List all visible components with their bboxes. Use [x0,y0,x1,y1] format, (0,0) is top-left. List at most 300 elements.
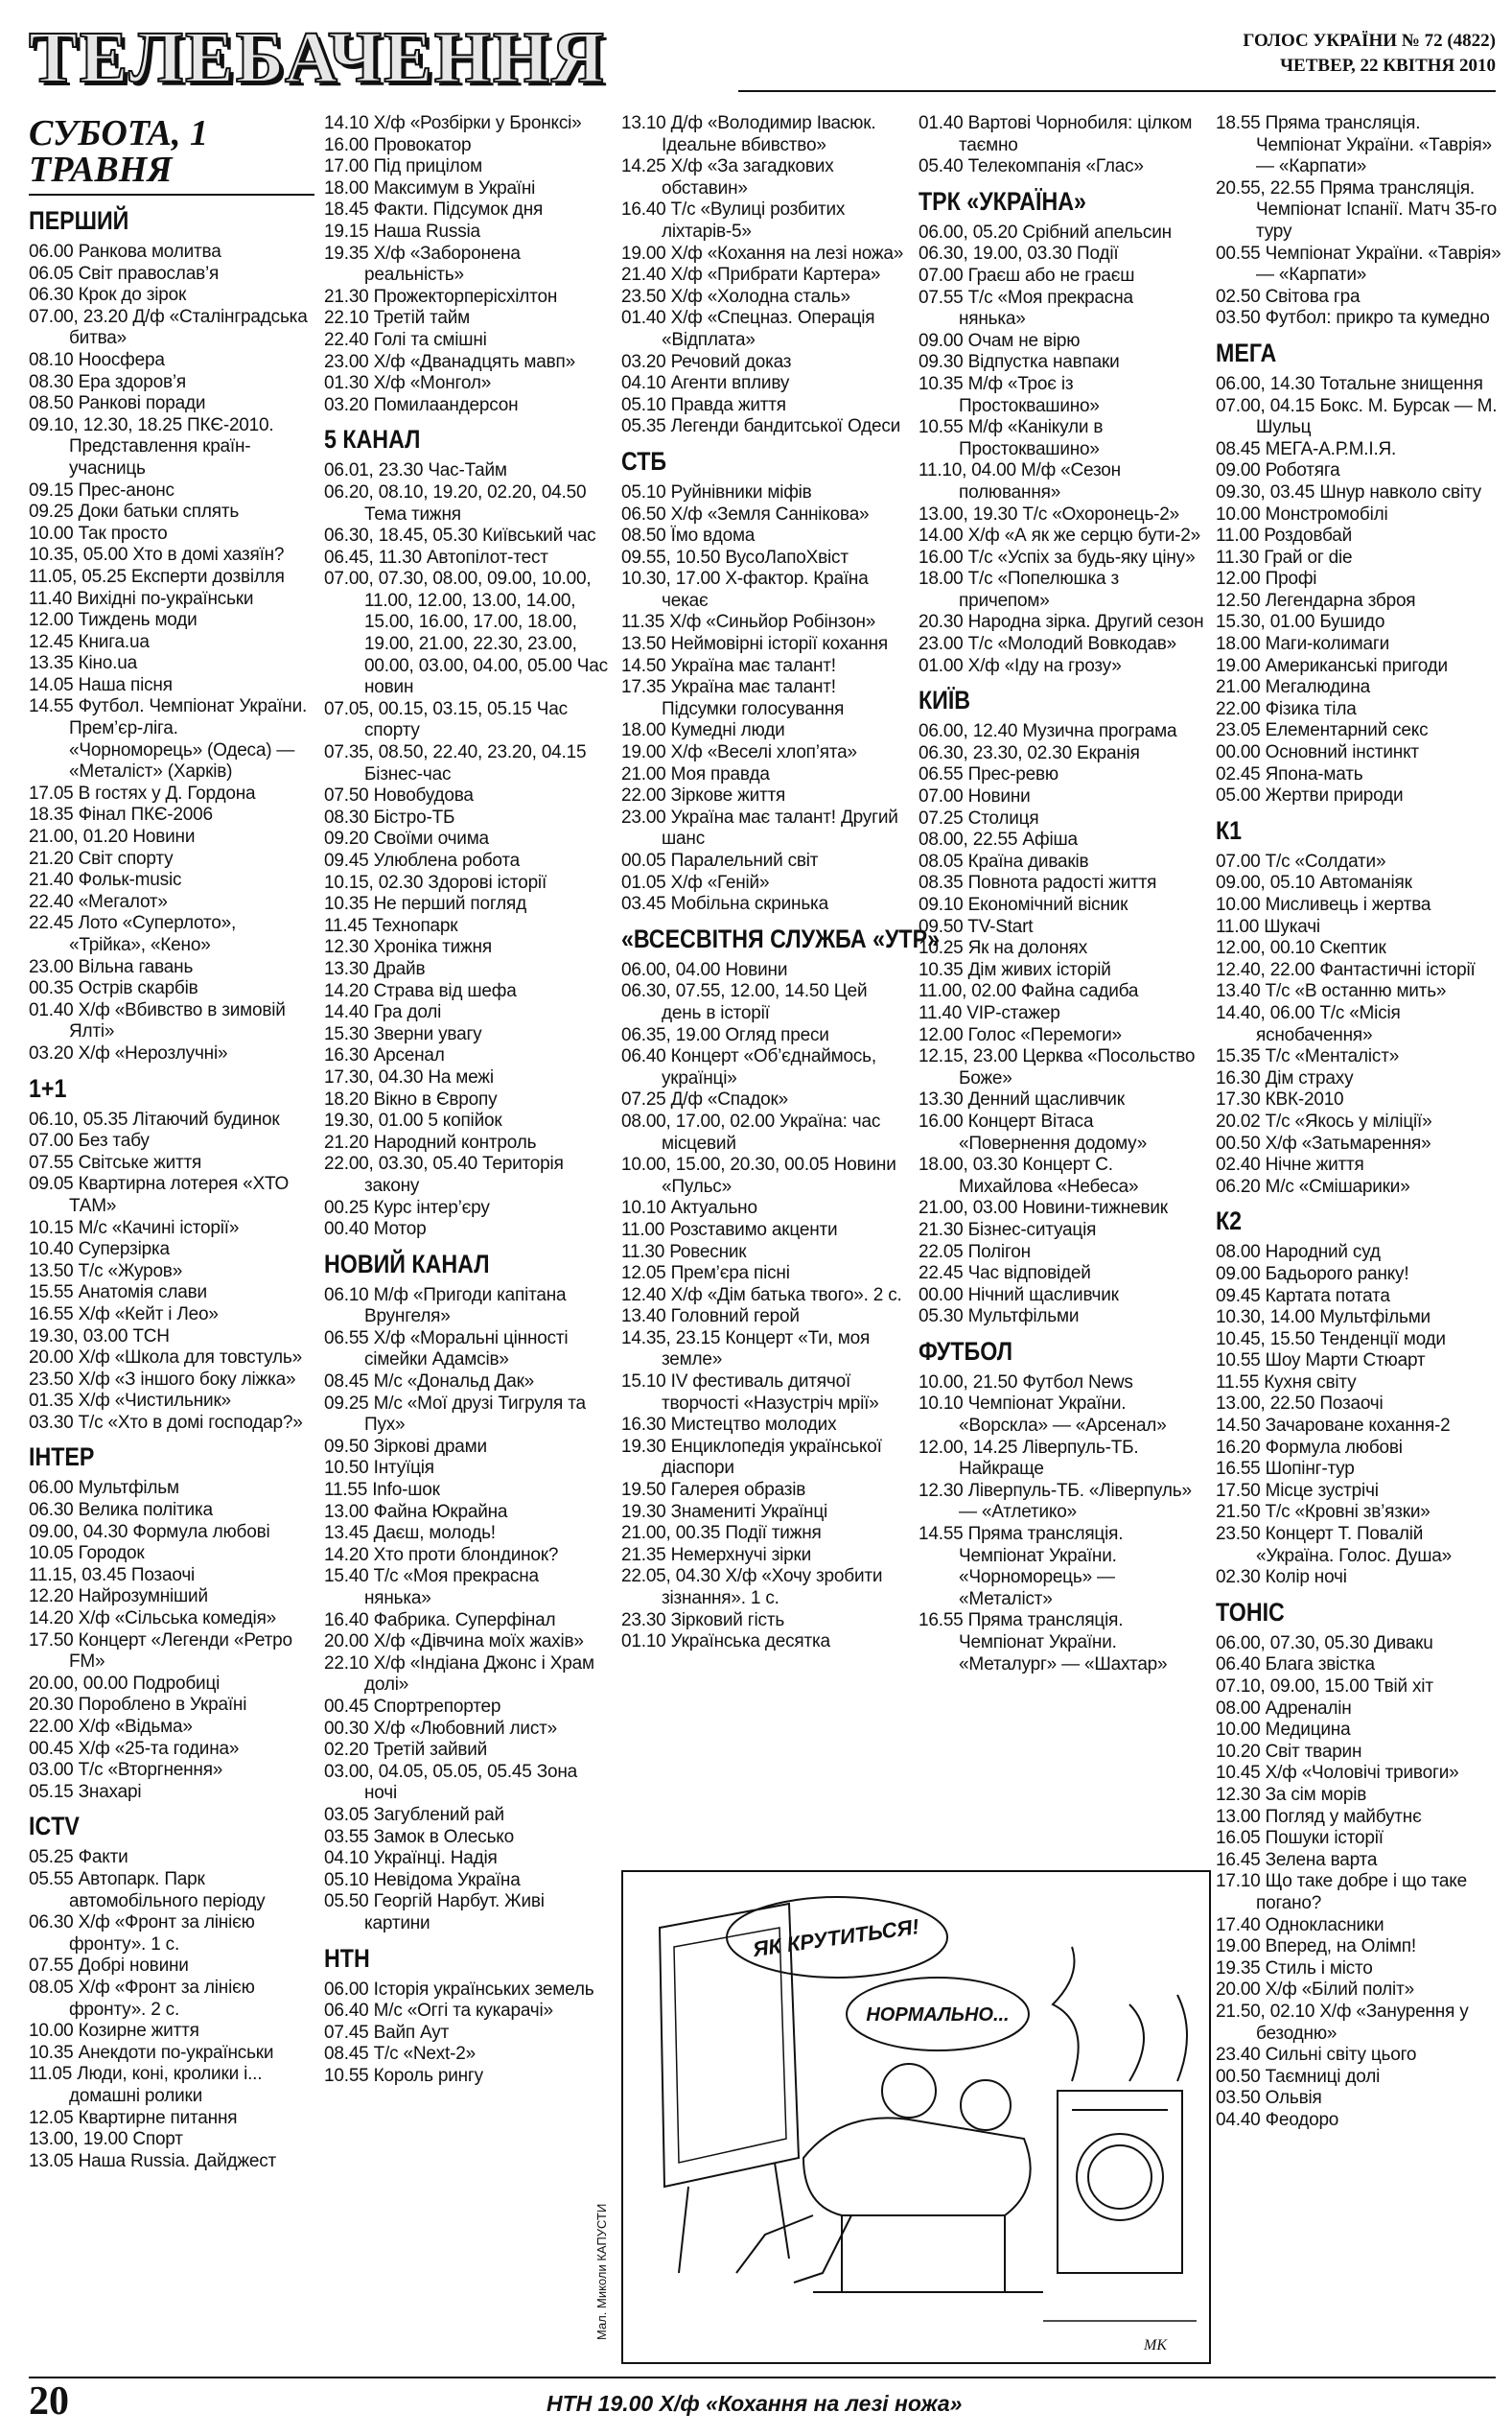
program-entry: 15.10 IV фестиваль дитячої творчості «Назустріч мрії» [621,1371,879,1414]
program-entry: 10.25 Як на долонях [919,938,1088,959]
program-entry: 07.35, 08.50, 22.40, 23.20, 04.15 Бізнес-час [324,742,587,785]
program-entry: 09.10, 12.30, 18.25 ПКЄ-2010. Представлення країн-учасниць [29,414,274,479]
program-entry: 06.00, 07.30, 05.30 Дивакu [1216,1632,1433,1653]
program-entry: 05.15 Знахарі [29,1781,142,1802]
program-entry: 19.35 Стиль і місто [1216,1957,1373,1979]
program-entry: 15.35 Т/с «Менталіст» [1216,1046,1400,1067]
program-entry: 21.50, 02.10 Х/ф «Занурення у безодню» [1216,2001,1469,2044]
program-entry: 10.15 М/с «Качині історії» [29,1217,240,1238]
channel-heading: ТРК «УКРАЇНА» [919,186,1086,216]
program-entry: 10.35 М/ф «Троє із Простоквашино» [919,373,1100,416]
program-entry: 10.40 Суперзірка [29,1239,170,1260]
program-entry: 09.00 Очам не вірю [919,330,1081,351]
promo-line: НТН 19.00 Х/ф «Кохання на лезі ножа» [547,2391,963,2416]
program-entry: 00.50 Таємниці долі [1216,2066,1381,2087]
program-entry: 06.30 Велика політика [29,1500,213,1521]
program-entry: 17.30, 04.30 На межі [324,1066,494,1088]
program-entry: 18.55 Пряма трансляція. Чемпіонат України. «Таврія» — «Карпати» [1216,113,1492,177]
program-entry: 03.45 Мобільна скринька [621,894,828,915]
program-entry: 06.30, 19.00, 03.30 Події [919,244,1119,265]
program-entry: 12.00, 14.25 Ліверпуль-ТБ. Найкраще [919,1437,1139,1480]
program-entry: 11.35 Х/ф «Синьйор Робінзон» [621,612,876,633]
program-entry: 22.00 Зіркове життя [621,785,786,807]
program-entry: 13.00 Файна Юкрайна [324,1501,508,1522]
program-entry: 07.10, 09.00, 15.00 Твій хіт [1216,1676,1433,1697]
program-entry: 23.00 Україна має талант! Другий шанс [621,807,898,850]
program-entry: 07.50 Новобудова [324,785,474,807]
program-entry: 09.00 Бадьорого ранку! [1216,1263,1409,1284]
program-entry: 02.30 Колір ночі [1216,1567,1347,1588]
program-entry: 09.55, 10.50 ВусоЛапоХвіст [621,547,849,568]
program-entry: 10.20 Світ тварин [1216,1741,1362,1762]
program-entry: 03.55 Замок в Олесько [324,1826,514,1847]
program-entry: 13.00, 19.30 Т/с «Охоронець-2» [919,504,1180,525]
program-entry: 07.45 Вайп Аут [324,2022,450,2043]
program-entry: 10.00, 15.00, 20.30, 00.05 Новини «Пульс» [621,1155,896,1197]
program-entry: 21.00 Моя правда [621,763,770,785]
program-entry: 00.00 Основний інстинкт [1216,742,1419,763]
program-entry: 11.30 Ровесник [621,1241,747,1262]
program-entry: 21.00 Мегалюдина [1216,677,1370,698]
program-entry: 06.00, 14.30 Тотальне знищення [1216,373,1483,394]
program-entry: 03.00, 04.05, 05.05, 05.45 Зона ночі [324,1761,578,1804]
program-entry: 20.00, 00.00 Подробиці [29,1673,221,1694]
program-entry: 23.50 Концерт Т. Повалій «Україна. Голос. Душа» [1216,1524,1452,1566]
program-entry: 21.00, 00.35 Події тижня [621,1523,822,1544]
program-entry: 08.35 Повнота радості життя [919,873,1157,894]
channel-heading: 1+1 [29,1073,67,1103]
program-entry: 21.40 Фольк-music [29,870,182,891]
program-entry: 18.00, 03.30 Концерт С. Михайлова «Небеса» [919,1155,1139,1197]
page-number: 20 [29,2379,69,2424]
program-entry: 13.50 Неймовірні історії кохання [621,634,888,655]
program-entry: 10.55 М/ф «Канікули в Простоквашино» [919,417,1104,459]
program-entry: 13.30 Драйв [324,958,426,979]
program-entry: 10.00 Медицина [1216,1720,1351,1741]
program-entry: 10.35 Анекдоти по-українськи [29,2042,274,2063]
program-entry: 10.35 Дім живих історій [919,959,1111,980]
program-entry: 00.40 Мотор [324,1219,427,1240]
program-entry: 12.30 Хроніка тижня [324,937,492,958]
program-entry: 00.00 Нічний щасливчик [919,1284,1119,1305]
program-entry: 00.45 Х/ф «25-та година» [29,1738,240,1759]
program-entry: 13.35 Кіно.ua [29,653,137,674]
program-entry: 22.40 «Мегалот» [29,891,168,912]
program-entry: 16.00 Концерт Вітаса «Повернення додому» [919,1111,1148,1154]
program-entry: 07.00 Новини [919,786,1031,808]
program-entry: 13.00, 19.00 Спорт [29,2129,183,2150]
program-entry: 18.00 Максимум в Україні [324,177,536,199]
program-entry: 01.10 Українська десятка [621,1631,830,1652]
program-entry: 09.45 Картата потата [1216,1285,1390,1306]
program-entry: 01.30 Х/ф «Монгол» [324,373,492,394]
program-entry: 06.30 Х/ф «Фронт за лінією фронту». 1 с. [29,1912,255,1955]
program-entry: 12.00 Голос «Перемоги» [919,1024,1122,1045]
program-entry: 23.50 Х/ф «З іншого боку ліжка» [29,1369,296,1390]
program-entry: 07.55 Добрі новини [29,1956,189,1977]
program-entry: 08.00 Народний суд [1216,1242,1381,1263]
program-entry: 14.55 Футбол. Чемпіонат України. Прем’єр-ліга. «Чорноморець» (Одеса) — «Металіст» (Харків) [29,696,308,783]
program-entry: 22.40 Голі та смішні [324,329,487,350]
program-entry: 11.45 Технопарк [324,915,458,936]
program-entry: 03.20 Х/ф «Нерозлучні» [29,1042,228,1064]
program-entry: 23.00 Х/ф «Дванадцять мавп» [324,351,575,372]
program-entry: 10.35 Не перший погляд [324,894,526,915]
program-entry: 19.30, 01.00 5 копійок [324,1111,502,1132]
program-entry: 14.10 Х/ф «Розбірки у Бронксі» [324,113,582,133]
program-entry: 21.30 Бізнес-ситуація [919,1219,1097,1240]
program-entry: 11.15, 03.45 Позаочі [29,1564,196,1585]
program-entry: 07.00 Т/с «Солдати» [1216,851,1386,872]
program-entry: 22.00 Фізика тіла [1216,698,1357,719]
program-entry: 03.50 Футбол: прикро та кумедно [1216,308,1490,329]
program-entry: 09.00, 04.30 Формула любові [29,1521,270,1542]
program-entry: 08.10 Ноосфера [29,349,165,370]
program-entry: 14.50 Зачароване кохання-2 [1216,1416,1451,1437]
channel-heading: ІНТЕР [29,1442,95,1472]
program-entry: 13.00, 22.50 Позаочі [1216,1394,1384,1415]
program-entry: 20.00 Х/ф «Дівчина моїх жахів» [324,1631,584,1652]
program-entry: 02.45 Япона-мать [1216,763,1363,785]
program-entry: 00.35 Острів скарбів [29,978,198,999]
program-entry: 23.40 Сильні світу цього [1216,2045,1417,2066]
program-entry: 17.30 КВК-2010 [1216,1089,1344,1111]
program-entry: 19.00 Х/ф «Кохання на лезі ножа» [621,243,904,264]
program-entry: 00.05 Паралельний світ [621,851,819,871]
program-entry: 22.00, 03.30, 05.40 Територія закону [324,1154,564,1196]
program-entry: 23.30 Зірковий гість [621,1609,785,1630]
program-entry: 16.55 Х/ф «Кейт і Лео» [29,1303,219,1324]
channel-heading: МЕГА [1216,338,1277,367]
program-entry: 12.00 Тиждень моди [29,610,198,631]
program-entry: 06.30 Крок до зірок [29,285,187,306]
program-entry: 08.45 Т/с «Next-2» [324,2044,476,2065]
program-entry: 00.45 Спортрепортер [324,1696,501,1717]
program-entry: 13.40 Т/с «В останню мить» [1216,981,1447,1002]
program-entry: 09.10 Економічний вісник [919,895,1128,915]
program-entry: 09.00, 05.10 Автоманіяк [1216,873,1412,894]
program-entry: 08.00, 22.55 Афіша [919,830,1078,851]
program-entry: 19.15 Наша Russia [324,221,480,242]
program-entry: 03.05 Загублений рай [324,1804,504,1825]
program-entry: 16.45 Зелена варта [1216,1849,1378,1870]
program-entry: 02.20 Третій зайвий [324,1740,488,1761]
program-entry: 08.45 М/с «Дональд Дак» [324,1371,535,1393]
section-title: ТЕЛЕБАЧЕННЯ [29,17,606,98]
program-entry: 01.40 Вартові Чорнобиля: цілком таємно [919,113,1193,155]
footer-rule [29,2377,1496,2378]
schedule-column-1 [29,113,314,2172]
program-entry: 22.05 Полігон [919,1241,1031,1262]
program-entry: 19.00 Вперед, на Олімп! [1216,1936,1416,1957]
channel-heading: К2 [1216,1206,1243,1236]
program-entry: 21.40 Х/ф «Прибрати Картера» [621,265,881,286]
masthead [29,17,1496,100]
program-entry: 14.20 Х/ф «Сільська комедія» [29,1608,277,1629]
channel-heading: «ВСЕСВІТНЯ СЛУЖБА «УТР» [621,924,941,953]
program-entry: 21.30 Прожекторперісхілтон [324,286,558,307]
program-entry: 14.00 Х/ф «А як же серцю бути-2» [919,526,1201,547]
program-entry: 16.20 Формула любові [1216,1437,1403,1458]
program-entry: 19.50 Галерея образів [621,1480,806,1501]
program-entry: 11.00 Роздовбай [1216,526,1353,547]
program-entry: 13.05 Наша Russia. Дайджест [29,2150,277,2171]
program-entry: 07.00, 23.20 Д/ф «Сталінградська битва» [29,306,308,349]
program-entry: 08.45 МЕГА-А.Р.М.І.Я. [1216,438,1397,459]
program-entry: 16.40 Фабрика. Суперфінал [324,1609,556,1630]
program-entry: 14.05 Наша пісня [29,674,173,695]
program-entry: 16.40 Т/с «Вулиці розбитих ліхтарів-5» [621,199,846,242]
program-entry: 21.20 Народний контроль [324,1132,537,1153]
program-entry: 12.45 Книга.ua [29,631,150,652]
masthead-rule [738,90,1496,92]
program-entry: 07.00 Без табу [29,1131,150,1152]
program-entry: 10.00 Мисливець і жертва [1216,895,1431,915]
program-entry: 17.40 Однокласники [1216,1914,1384,1935]
program-entry: 17.00 Під прицілом [324,156,482,177]
program-entry: 22.45 Лото «Суперлото», «Трійка», «Кено» [29,913,237,955]
program-entry: 04.40 Феодоро [1216,2109,1339,2130]
program-entry: 10.00 Монстромобілі [1216,504,1388,525]
program-entry: 03.30 Т/с «Хто в домі господар?» [29,1412,303,1433]
program-entry: 12.50 Легендарна зброя [1216,590,1416,611]
program-entry: 03.20 Речовий доказ [621,351,792,372]
program-entry: 20.00 Х/ф «Школа для товстуль» [29,1347,303,1369]
program-entry: 22.00 Х/ф «Відьма» [29,1717,193,1737]
program-entry: 17.35 Україна має талант! Підсумки голосування [621,677,845,719]
program-entry: 14.50 Україна має талант! [621,655,836,676]
program-entry: 12.40, 22.00 Фантастичні історії [1216,959,1476,980]
program-entry: 13.00 Погляд у майбутнє [1216,1806,1422,1827]
program-entry: 19.00 Х/ф «Веселі хлоп’ята» [621,742,857,763]
program-entry: 11.00 Розставимо акценти [621,1219,838,1240]
program-entry: 00.50 Х/ф «Затьмарення» [1216,1133,1431,1154]
program-entry: 22.10 Третій тайм [324,308,471,329]
program-entry: 07.00 Граєш або не граєш [919,265,1135,286]
schedule-column-5 [1216,113,1501,2131]
schedule-column-2 [324,113,610,2087]
program-entry: 07.00, 07.30, 08.00, 09.00, 10.00, 11.00, 12.00, 13.00, 14.00, 15.00, 16.00, 17.00, 18.00, 19.00, 21.00, 22.30, 23.00, 00.00, 03.00, 04.00, 05.00 Час новин [324,569,608,698]
program-entry: 17.10 Що таке добре і що таке погано? [1216,1871,1467,1913]
program-entry: 09.20 Своїми очима [324,829,489,850]
program-entry: 09.30, 03.45 Шнур навколо світу [1216,481,1481,503]
program-entry: 09.50 Зіркові драми [324,1436,487,1457]
program-entry: 03.20 Помилаандерсон [324,394,519,415]
program-entry: 14.40, 06.00 Т/с «Місія яснобачення» [1216,1002,1401,1045]
channel-heading: 5 КАНАЛ [324,425,421,455]
program-entry: 06.40 Концерт «Об’єднаймось, українці» [621,1046,876,1089]
bubble-text-1: ЯК КРУТИТЬСЯ! [751,1914,921,1962]
program-entry: 07.25 Столиця [919,808,1039,829]
program-entry: 14.35, 23.15 Концерт «Ти, моя земле» [621,1327,871,1370]
program-entry: 16.55 Шопінг-тур [1216,1459,1355,1480]
program-entry: 16.55 Пряма трансляція. Чемпіонат України. «Металург» — «Шахтар» [919,1610,1168,1675]
program-entry: 20.00 Х/ф «Білий політ» [1216,1979,1414,2001]
program-entry: 05.50 Георгій Нарбут. Живі картини [324,1891,545,1933]
program-entry: 15.30 Зверни увагу [324,1023,482,1044]
program-entry: 11.40 Вихідні по-українськи [29,588,254,609]
program-entry: 10.10 Чемпіонат України. «Ворскла» — «Арсенал» [919,1394,1167,1437]
program-entry: 21.50 Т/с «Кровні зв’язки» [1216,1502,1431,1523]
program-entry: 09.05 Квартирна лотерея «ХТО ТАМ» [29,1174,290,1216]
channel-heading: ПЕРШИЙ [29,206,129,235]
program-entry: 18.20 Вікно в Європу [324,1089,498,1110]
program-entry: 08.50 Їмо вдома [621,526,756,547]
schedule-column-4 [919,113,1204,1675]
program-entry: 18.00 Маги-колимаги [1216,634,1390,655]
program-entry: 14.20 Хто проти блондинок? [324,1544,559,1565]
program-entry: 00.55 Чемпіонат України. «Таврія» — «Карпати» [1216,243,1501,286]
program-entry: 16.30 Мистецтво молодих [621,1415,837,1436]
program-entry: 10.05 Городок [29,1543,145,1564]
program-entry: 09.00 Роботяга [1216,460,1340,481]
program-entry: 16.30 Арсенал [324,1045,445,1066]
program-entry: 21.00, 03.00 Новини-тижневик [919,1198,1168,1219]
program-entry: 12.30 За сім морів [1216,1784,1367,1805]
program-entry: 09.15 Прес-анонс [29,480,174,501]
program-entry: 05.35 Легенди бандитської Одеси [621,416,901,437]
program-entry: 05.55 Автопарк. Парк автомобільного періоду [29,1868,266,1911]
program-entry: 09.30 Відпустка навпаки [919,352,1120,373]
program-entry: 19.30 Знамениті Українці [621,1501,828,1522]
program-entry: 10.30, 17.00 Х-фактор. Країна чекає [621,569,869,611]
program-entry: 04.10 Українці. Надія [324,1848,498,1869]
program-entry: 20.30 Пороблено в Україні [29,1695,247,1716]
program-entry: 09.50 TV-Start [919,916,1034,937]
program-entry: 09.25 Доки батьки сплять [29,502,240,523]
program-entry: 12.30 Ліверпуль-ТБ. «Ліверпуль» — «Атлетико» [919,1480,1192,1523]
program-entry: 18.35 Фінал ПКЄ-2006 [29,805,213,826]
program-entry: 06.35, 19.00 Огляд преси [621,1024,829,1045]
program-entry: 12.05 Прем’єра пісні [621,1263,790,1284]
program-entry: 19.30 Енциклопедія української діаспори [621,1436,882,1479]
program-entry: 23.00 Вільна гавань [29,956,194,977]
program-entry: 10.10 Актуально [621,1198,757,1219]
program-entry: 13.50 Т/с «Журов» [29,1260,183,1281]
program-entry: 06.10, 05.35 Літаючий будинок [29,1109,280,1130]
program-entry: 06.30, 07.55, 12.00, 14.50 Цей день в історії [621,981,868,1023]
program-entry: 06.45, 11.30 Автопілот-тест [324,547,548,568]
program-entry: 21.35 Немерхнучі зірки [621,1544,812,1565]
program-entry: 08.30 Бістро-ТБ [324,807,455,828]
program-entry: 06.05 Світ православ’я [29,263,220,284]
cartoon-credit: Мал. Миколи КАПУСТИ [594,2203,609,2340]
program-entry: 06.30, 18.45, 05.30 Київський час [324,526,596,547]
program-entry: 06.20 М/с «Смішарики» [1216,1176,1410,1197]
program-entry: 00.25 Курс інтер’єру [324,1197,490,1218]
program-entry: 12.00 Профі [1216,569,1317,590]
program-entry: 05.25 Факти [29,1847,128,1868]
program-entry: 10.00 Козирне життя [29,2021,199,2042]
program-entry: 19.30, 03.00 ТСН [29,1325,170,1347]
program-entry: 07.00, 04.15 Бокс. М. Бурсак — М. Шульц [1216,395,1498,438]
program-entry: 11.00 Шукачі [1216,916,1320,937]
program-entry: 06.00, 12.40 Музична програма [919,721,1177,742]
bubble-text-2: НОРМАЛЬНО... [866,2004,1010,2026]
program-entry: 12.20 Найрозумніший [29,1586,208,1607]
program-entry: 10.30, 14.00 Мультфільми [1216,1307,1431,1328]
program-entry: 08.00, 17.00, 02.00 Україна: час місцевий [621,1111,881,1154]
program-entry: 01.00 Х/ф «Іду на грозу» [919,655,1122,676]
program-entry: 06.40 М/с «Оггі та кукарачі» [324,2001,553,2022]
program-entry: 13.10 Д/ф «Володимир Івасюк. Ідеальне вбивство» [621,113,876,155]
program-entry: 10.45 Х/ф «Чоловічі тривоги» [1216,1763,1459,1784]
program-entry: 17.05 В гостях у Д. Гордона [29,783,256,804]
program-entry: 01.35 Х/ф «Чистильник» [29,1391,231,1412]
program-entry: 22.10 Х/ф «Індіана Джонс і Храм долі» [324,1652,594,1696]
program-entry: 13.30 Денний щасливчик [919,1089,1125,1111]
program-entry: 12.15, 23.00 Церква «Посольство Боже» [919,1046,1196,1089]
program-entry: 12.40 Х/ф «Дім батька твого». 2 с. [621,1284,902,1305]
program-entry: 08.30 Ера здоров’я [29,371,186,392]
program-entry: 06.55 Х/ф «Моральні цінності сімейки Адамсів» [324,1327,569,1370]
program-entry: 05.10 Руйнівники міфів [621,481,812,503]
program-entry: 16.00 Провокатор [324,134,472,155]
program-entry: 14.40 Гра долі [324,1002,442,1023]
program-entry: 00.30 Х/ф «Любовний лист» [324,1718,557,1739]
program-entry: 06.00 Ранкова молитва [29,242,221,262]
program-entry: 01.40 Х/ф «Спецназ. Операція «Відплата» [621,308,875,350]
program-entry: 12.05 Квартирне питання [29,2107,238,2128]
program-entry: 01.05 Х/ф «Геній» [621,872,770,893]
program-entry: 15.55 Анатомія слави [29,1282,207,1303]
program-entry: 15.40 Т/с «Моя прекрасна нянька» [324,1566,539,1608]
program-entry: 08.50 Ранкові поради [29,393,206,414]
program-entry: 05.10 Невідома Україна [324,1869,521,1890]
program-entry: 10.15, 02.30 Здорові історії [324,872,547,893]
program-entry: 14.25 Х/ф «За загадкових обставин» [621,156,834,199]
cartoon-illustration [594,1870,1211,2364]
channel-heading: КИЇВ [919,686,971,715]
program-entry: 10.50 Інтуїція [324,1458,434,1479]
program-entry: 14.20 Страва від шефа [324,980,517,1001]
program-entry: 09.45 Улюблена робота [324,851,521,871]
program-entry: 23.50 Х/ф «Холодна сталь» [621,286,850,307]
channel-heading: ФУТБОЛ [919,1336,1013,1366]
program-entry: 12.00, 00.10 Скептик [1216,938,1386,959]
program-entry: 08.00 Адреналін [1216,1698,1352,1719]
program-entry: 11.00, 02.00 Файна садиба [919,981,1139,1002]
program-entry: 05.40 Телекомпанія «Глас» [919,156,1144,177]
program-entry: 22.05, 04.30 Х/ф «Хочу зробити зізнання». 1 с. [621,1566,883,1608]
program-entry: 10.35, 05.00 Хто в домі хазяїн? [29,545,285,566]
program-entry: 06.00, 04.00 Новини [621,959,788,980]
program-entry: 21.20 Світ спорту [29,848,174,869]
program-entry: 08.05 Країна диваків [919,851,1089,872]
program-entry: 05.00 Жертви природи [1216,785,1404,807]
artist-signature: МК [1144,2337,1167,2354]
program-entry: 11.30 Грай ог die [1216,547,1353,568]
program-entry: 02.50 Світова гра [1216,286,1361,307]
page-footer [29,2377,1496,2424]
program-entry: 19.00 Американські пригоди [1216,655,1448,676]
channel-heading: НОВИЙ КАНАЛ [324,1249,490,1278]
program-entry: 06.50 Х/ф «Земля Саннікова» [621,504,870,525]
channel-heading: ICTV [29,1812,80,1841]
program-entry: 10.55 Король рингу [324,2065,483,2086]
program-entry: 11.55 Кухня світу [1216,1371,1357,1393]
program-entry: 08.05 Х/ф «Фронт за лінією фронту». 2 с. [29,1977,255,2020]
program-entry: 20.30 Народна зірка. Другий сезон [919,612,1204,633]
program-entry: 09.25 М/с «Мої друзі Тигруля та Пух» [324,1393,586,1436]
program-entry: 11.05, 05.25 Експерти дозвілля [29,566,285,587]
channel-heading: TOHIC [1216,1597,1285,1627]
program-entry: 11.40 VIP-стажер [919,1002,1060,1023]
program-entry: 18.00 Кумедні люди [621,720,785,741]
program-entry: 23.05 Елементарний секс [1216,720,1429,741]
program-entry: 07.05, 00.15, 03.15, 05.15 Час спорту [324,698,568,741]
program-entry: 11.10, 04.00 М/ф «Сезон полювання» [919,460,1121,503]
